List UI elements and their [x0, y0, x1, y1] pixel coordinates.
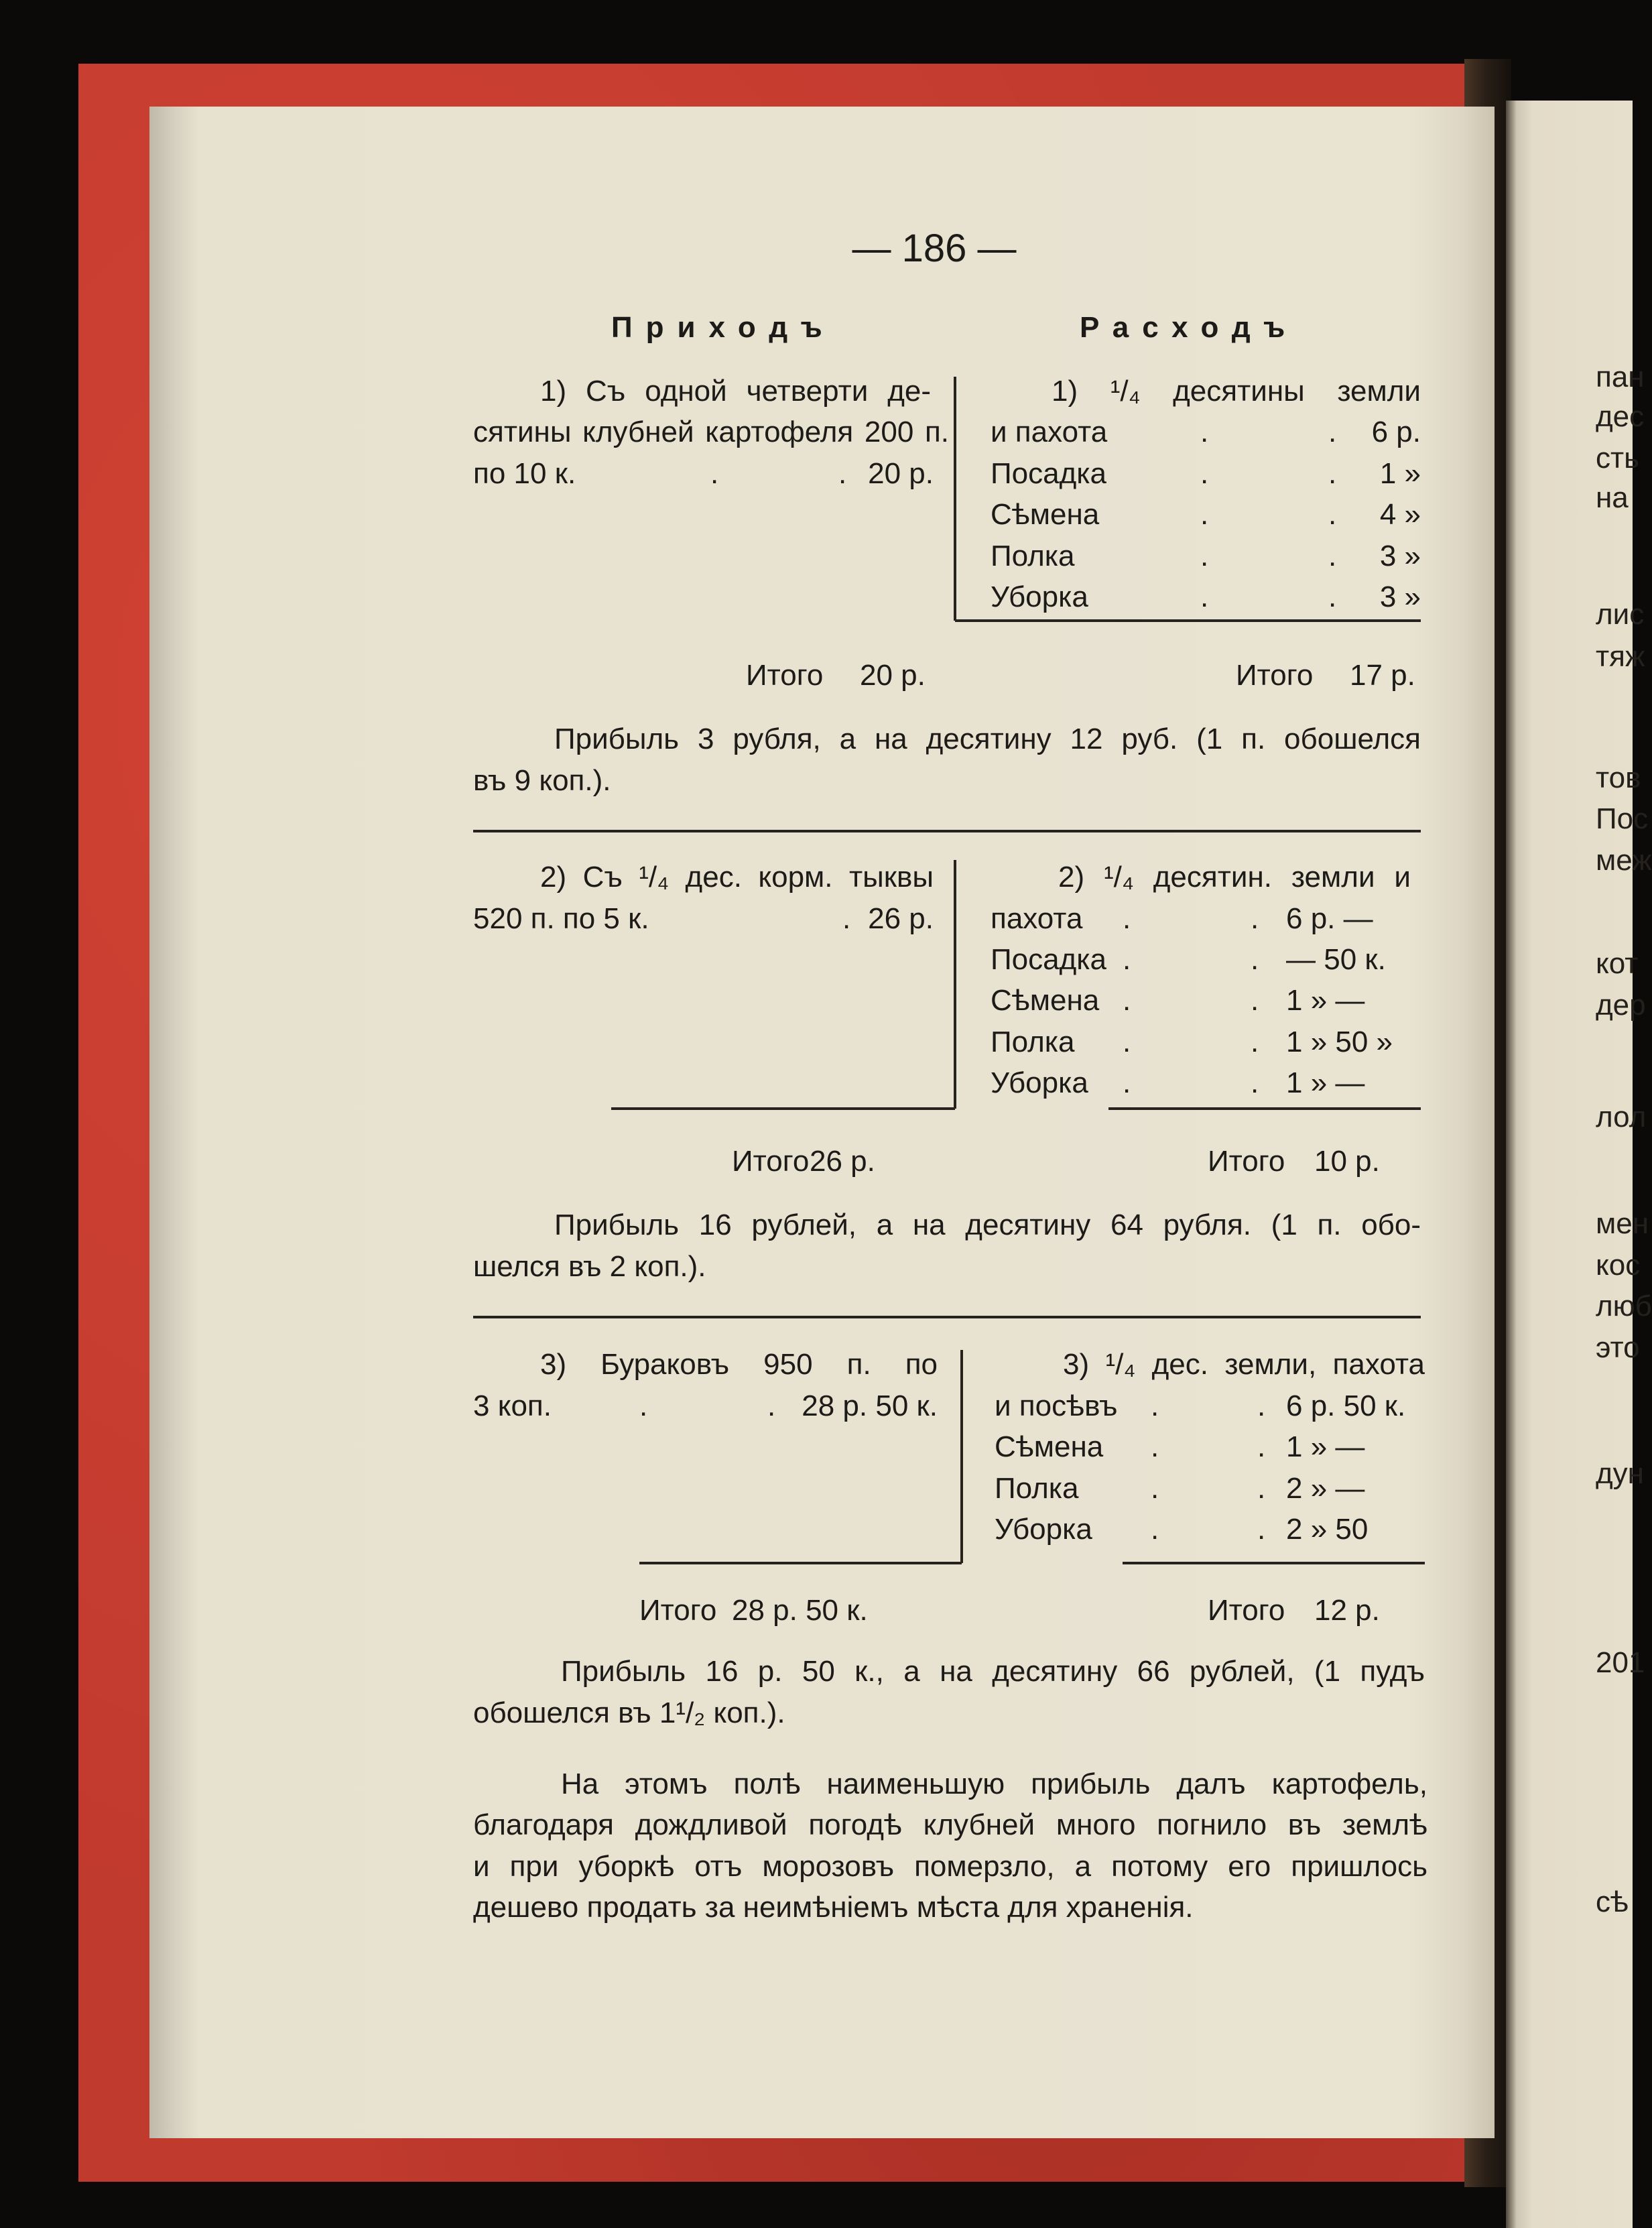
entry-2-income-total-value: 26 р. [810, 1145, 875, 1178]
item-value: — 50 к. [1286, 943, 1386, 976]
leader-dot: . [1328, 457, 1337, 490]
leader-dot: . [838, 457, 847, 490]
entry-3-profit-line: Прибыль 16 р. 50 к., а на десятину 66 рублей, (1 пудъ [561, 1655, 1425, 1688]
entry-3-expense-total-label: Итого [1208, 1594, 1285, 1627]
leader-dot: . [1200, 416, 1209, 448]
leader-dot: . [1151, 1513, 1159, 1546]
leader-dot: . [1257, 1472, 1266, 1505]
entry-2-expense-item [991, 1062, 1421, 1103]
item-label: Полка [991, 540, 1075, 572]
entry-1-profit-line: въ 9 коп.). [473, 764, 611, 797]
conclusion-line: дешево продать за неимѣніемъ мѣста для храненія. [473, 1891, 1194, 1924]
leader-dot: . [1200, 457, 1209, 490]
entry-1-expense-item [991, 494, 1421, 535]
leader-dot: . [1123, 1026, 1131, 1058]
item-label: Полка [991, 1026, 1075, 1058]
item-label: и пахота [991, 416, 1108, 448]
item-value: 6 р. — [1286, 902, 1373, 935]
item-value: 6 р. 50 к. [1286, 1389, 1406, 1422]
leader-dot: . [1328, 498, 1337, 531]
entry-1-expense-title: 1) ¹/₄ десятины земли [1052, 375, 1421, 408]
column-divider [954, 377, 956, 621]
sum-rule [611, 1107, 955, 1110]
item-label: Посадка [991, 943, 1106, 976]
leader-dot: . [1328, 540, 1337, 572]
entry-2-expense-total-label: Итого [1208, 1145, 1285, 1178]
facing-fragment: это [1596, 1331, 1640, 1364]
entry-3-expense-item [995, 1509, 1427, 1550]
item-value: 2 » — [1286, 1472, 1365, 1505]
entry-1-income-item [473, 453, 949, 494]
entry-1-expense-total-value: 17 р. [1350, 659, 1415, 692]
leader-dot: . [1200, 498, 1209, 531]
leader-dot: . [1257, 1389, 1266, 1422]
sum-rule [1123, 1562, 1425, 1564]
entry-3-expense-title: 3) ¹/₄ дес. земли, пахота [1063, 1348, 1425, 1381]
item-label: 520 п. по 5 к. [473, 902, 649, 935]
leader-dot: . [1328, 580, 1337, 613]
page-number: — 186 — [852, 227, 1017, 270]
leader-dot: . [1257, 1513, 1266, 1546]
leader-dot: . [1251, 1066, 1259, 1099]
item-label: Уборка [991, 1066, 1088, 1099]
heading-expense: Расходъ [1080, 311, 1299, 344]
leader-dot: . [1151, 1389, 1159, 1422]
leader-dot: . [1251, 902, 1259, 935]
facing-fragment: пан [1596, 361, 1645, 393]
leader-dot: . [1123, 902, 1131, 935]
facing-fragment: сѣ [1596, 1885, 1629, 1918]
item-value: 1 » — [1286, 1066, 1365, 1099]
facing-fragment: лол [1596, 1101, 1647, 1133]
heading-income: Приходъ [611, 311, 836, 344]
entry-2-income-item [473, 898, 949, 939]
item-label: 3 коп. [473, 1389, 552, 1422]
leader-dot: . [1151, 1472, 1159, 1505]
item-label: Полка [995, 1472, 1079, 1505]
entry-3-income-item [473, 1385, 949, 1426]
facing-fragment: сть [1596, 442, 1640, 475]
entry-1-expense-item [991, 412, 1421, 452]
item-value: 4 » [1379, 498, 1421, 531]
entry-1-income-line: 1) Съ одной четверти де- [540, 375, 931, 408]
facing-fragment: лис [1596, 598, 1645, 631]
item-label: Уборка [991, 580, 1088, 613]
entry-1-income-total-label: Итого [746, 659, 824, 692]
leader-dot: . [1151, 1430, 1159, 1463]
item-value: 1 » 50 » [1286, 1026, 1393, 1058]
column-divider [954, 860, 956, 1109]
entry-3-expense-total-value: 12 р. [1314, 1594, 1380, 1627]
entry-1-income-total-value: 20 р. [860, 659, 926, 692]
item-value: 6 р. [1371, 416, 1421, 448]
entry-2-income-total-label: Итого [732, 1145, 810, 1178]
sum-rule [1108, 1107, 1421, 1110]
facing-fragment: дер [1596, 989, 1646, 1022]
item-value: 20 р. [868, 457, 934, 490]
conclusion-line: На этомъ полѣ наименьшую прибыль далъ картофель, [561, 1768, 1427, 1800]
entry-1-income-line: сятины клубней картофеля 200 п. [473, 416, 949, 448]
item-value: 3 » [1379, 540, 1421, 572]
leader-dot: . [1200, 540, 1209, 572]
item-label: Сѣмена [991, 984, 1100, 1017]
item-label: Сѣмена [995, 1430, 1104, 1463]
facing-fragment: дес [1596, 400, 1645, 433]
entry-3-income-total-label: Итого [639, 1594, 717, 1627]
entry-2-expense-total-value: 10 р. [1314, 1145, 1380, 1178]
facing-fragment: кот [1596, 947, 1639, 980]
section-rule [473, 830, 1421, 832]
entry-1-expense-total-label: Итого [1236, 659, 1314, 692]
item-label: Уборка [995, 1513, 1092, 1546]
item-label: пахота [991, 902, 1083, 935]
item-label: Сѣмена [991, 498, 1100, 531]
leader-dot: . [1200, 580, 1209, 613]
leader-dot: . [1123, 943, 1131, 976]
entry-1-profit-line: Прибыль 3 рубля, а на десятину 12 руб. (1 п. обошелся [554, 723, 1421, 755]
entry-2-income-line: 2) Съ ¹/₄ дес. корм. тыквы [540, 861, 934, 893]
leader-dot: . [1251, 943, 1259, 976]
facing-page [1506, 101, 1652, 2228]
facing-fragment: дун [1596, 1457, 1644, 1490]
leader-dot: . [710, 457, 719, 490]
leader-dot: . [1251, 984, 1259, 1017]
entry-3-income-total-value: 28 р. 50 к. [732, 1594, 868, 1627]
sum-rule [955, 619, 1421, 622]
leader-dot: . [767, 1389, 776, 1422]
facing-fragment: тяж [1596, 640, 1645, 673]
leader-dot: . [1123, 984, 1131, 1017]
facing-fragment: на [1596, 481, 1629, 514]
facing-fragment: Пос [1596, 802, 1649, 835]
leader-dot: . [1123, 1066, 1131, 1099]
item-label: Посадка [991, 457, 1106, 490]
item-label: по 10 к. [473, 457, 576, 490]
entry-3-income-line: 3) Бураковъ 950 п. по [540, 1348, 938, 1381]
conclusion-line: благодаря дождливой погодѣ клубней много погнило въ землѣ [473, 1808, 1427, 1841]
entry-3-expense-item [995, 1385, 1427, 1426]
column-divider [960, 1350, 963, 1563]
item-value: 26 р. [868, 902, 934, 935]
entry-3-expense-item [995, 1426, 1427, 1467]
facing-fragment: люб [1596, 1290, 1652, 1322]
entry-2-expense-item [991, 980, 1421, 1021]
entry-2-expense-title: 2) ¹/₄ десятин. земли и [1058, 861, 1411, 893]
conclusion-line: и при уборкѣ отъ морозовъ померзло, а потому его пришлось [473, 1850, 1427, 1883]
item-value: 28 р. 50 к. [802, 1389, 938, 1422]
facing-fragment: 201 [1596, 1646, 1645, 1679]
item-value: 2 » 50 [1286, 1513, 1369, 1546]
item-value: 1 » — [1286, 1430, 1365, 1463]
facing-fragment: кос [1596, 1249, 1641, 1282]
entry-1-expense-item [991, 536, 1421, 576]
entry-3-profit-line: обошелся въ 1¹/₂ коп.). [473, 1696, 785, 1729]
leader-dot: . [1328, 416, 1337, 448]
item-value: 1 » [1379, 457, 1421, 490]
entry-1-expense-item [991, 576, 1421, 617]
item-label: и посѣвъ [995, 1389, 1118, 1422]
leader-dot: . [1257, 1430, 1266, 1463]
leader-dot: . [842, 902, 851, 935]
entry-2-profit-line: Прибыль 16 рублей, а на десятину 64 рубля. (1 п. обо- [554, 1209, 1421, 1241]
entry-2-expense-item [991, 939, 1421, 980]
facing-fragment: тов [1596, 761, 1641, 794]
facing-fragment: мен [1596, 1207, 1649, 1240]
sum-rule [639, 1562, 962, 1564]
entry-2-expense-item [991, 1022, 1421, 1062]
facing-fragment: меж [1596, 844, 1652, 877]
leader-dot: . [1251, 1026, 1259, 1058]
entry-2-profit-line: шелся въ 2 коп.). [473, 1250, 706, 1283]
entry-3-expense-item [995, 1468, 1427, 1509]
entry-1-expense-item [991, 453, 1421, 494]
leader-dot: . [639, 1389, 648, 1422]
entry-2-expense-item [991, 898, 1421, 939]
section-rule [473, 1316, 1421, 1318]
item-value: 3 » [1379, 580, 1421, 613]
item-value: 1 » — [1286, 984, 1365, 1017]
